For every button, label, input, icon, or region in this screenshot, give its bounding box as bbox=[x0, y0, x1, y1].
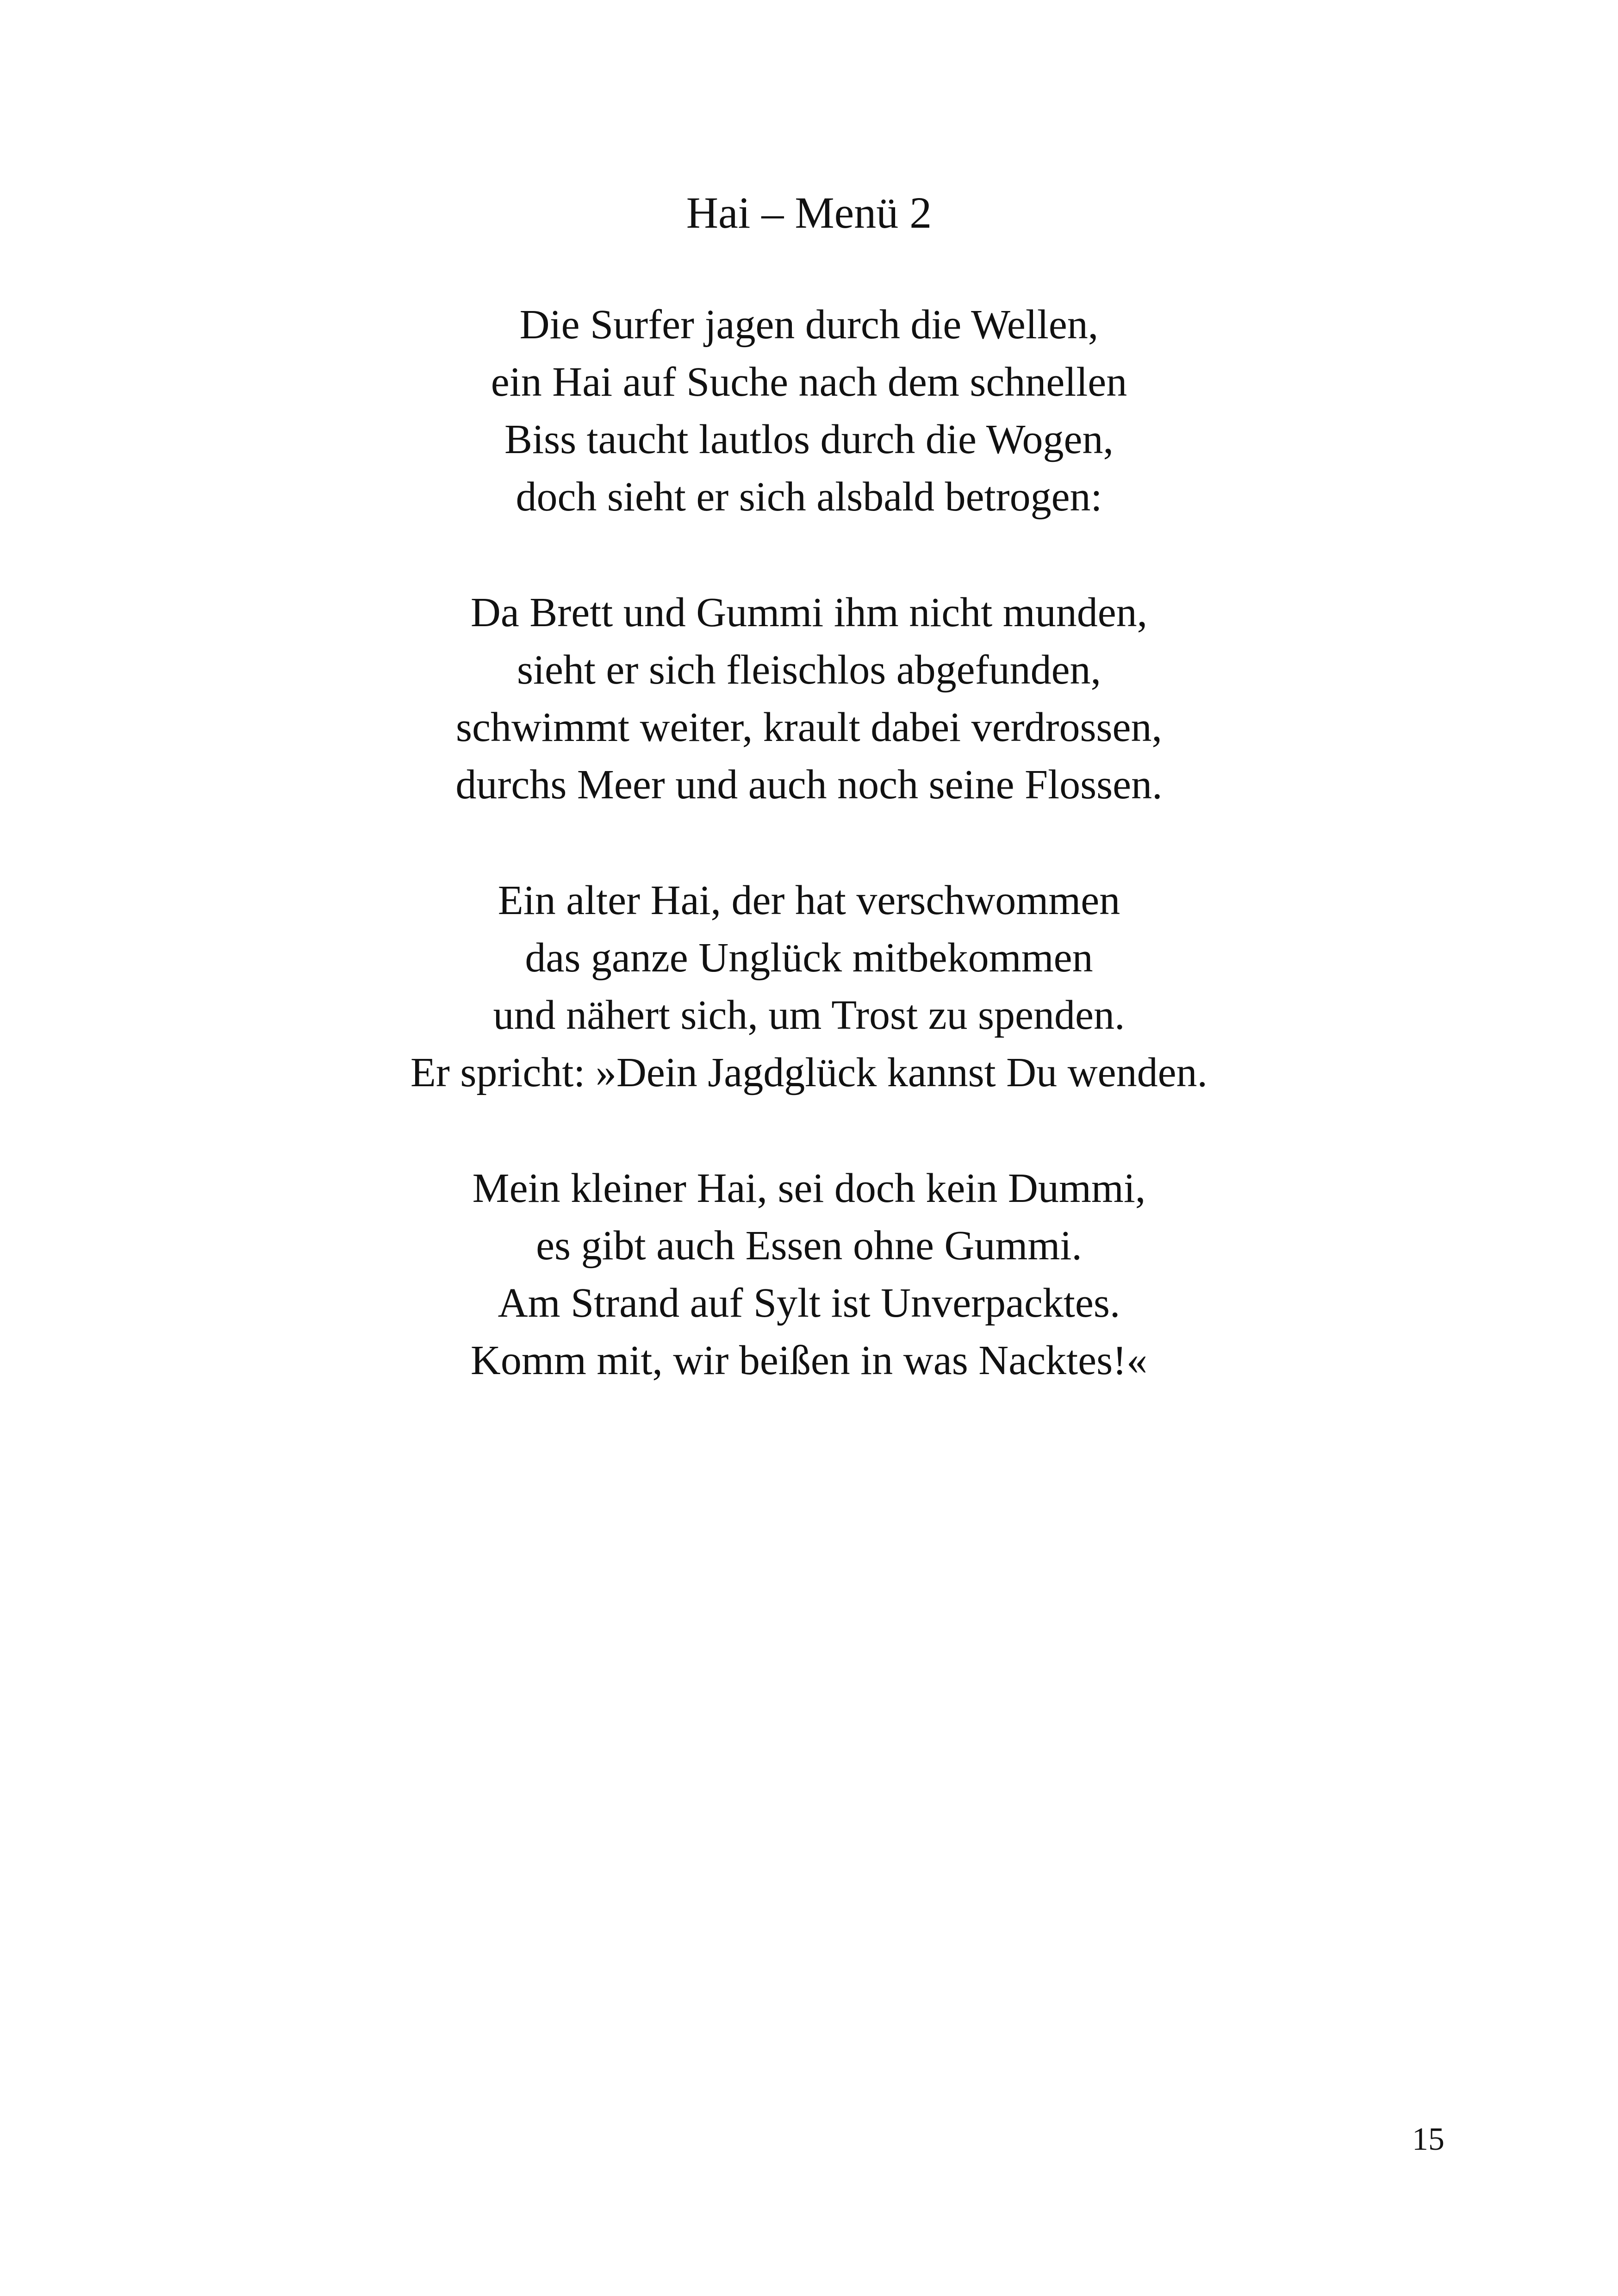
stanza-2 bbox=[0, 584, 1618, 814]
verse-line: es gibt auch Essen ohne Gummi. bbox=[536, 1223, 1082, 1269]
stanza-4 bbox=[0, 1160, 1618, 1389]
poem bbox=[0, 185, 1618, 1448]
verse-line: Da Brett und Gummi ihm nicht munden, bbox=[470, 590, 1148, 635]
verse-line: ein Hai auf Suche nach dem schnellen bbox=[491, 359, 1127, 405]
verse-line: schwimmt weiter, krault dabei verdrossen, bbox=[456, 704, 1162, 750]
verse-line: das ganze Unglück mitbekommen bbox=[525, 935, 1093, 981]
verse-line: Komm mit, wir beißen in was Nacktes!« bbox=[470, 1338, 1148, 1383]
verse-line: und nähert sich, um Trost zu spenden. bbox=[493, 992, 1125, 1038]
verse-line: Biss taucht lautlos durch die Wogen, bbox=[504, 417, 1114, 462]
verse-line: Er spricht: »Dein Jagdglück kannst Du wenden. bbox=[410, 1050, 1208, 1095]
verse-line: Ein alter Hai, der hat verschwommen bbox=[498, 877, 1120, 923]
verse-line: Die Surfer jagen durch die Wellen, bbox=[519, 302, 1099, 348]
verse-line: Mein kleiner Hai, sei doch kein Dummi, bbox=[472, 1165, 1146, 1211]
verse-line: doch sieht er sich alsbald betrogen: bbox=[516, 474, 1102, 520]
stanza-1 bbox=[0, 296, 1618, 526]
poem-title: Hai – Menü 2 bbox=[686, 188, 932, 237]
verse-line: sieht er sich fleischlos abgefunden, bbox=[517, 647, 1101, 693]
verse-line: durchs Meer und auch noch seine Flossen. bbox=[455, 762, 1163, 808]
stanza-3 bbox=[0, 872, 1618, 1101]
page-number: 15 bbox=[1412, 2122, 1444, 2157]
verse-line: Am Strand auf Sylt ist Unverpacktes. bbox=[498, 1280, 1120, 1326]
